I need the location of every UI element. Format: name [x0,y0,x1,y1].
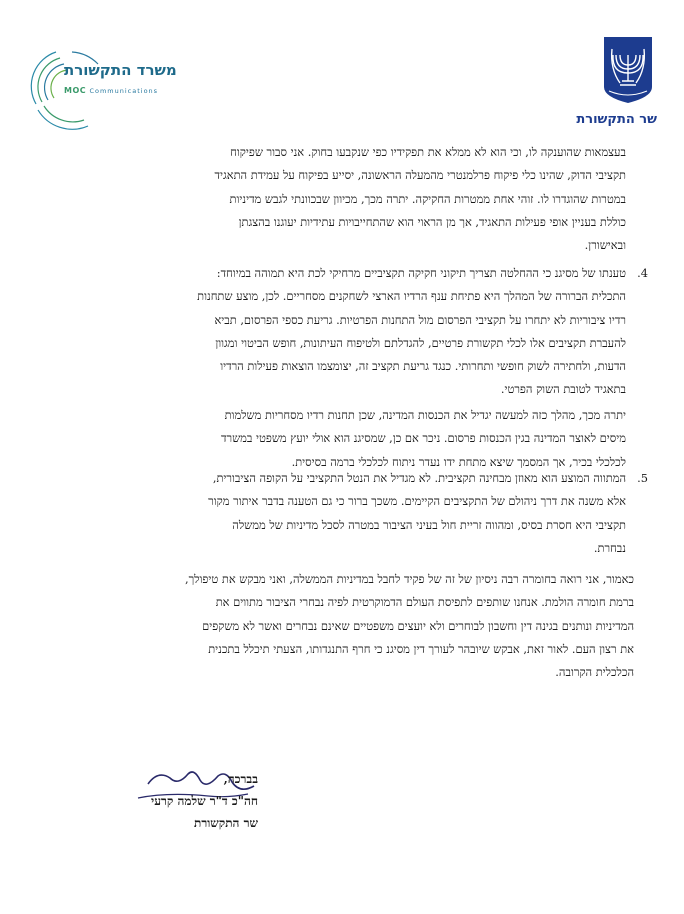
text-line: במטרות שהוגדרו לו. זוהי אחת ממטרות החקיקה. יתרה מכך, מכיוון שבכוונתי לגבש מדיניות [229,191,626,206]
text-line: המדיניות ונותנים בגינה דין וחשבון לבוחרים ולא יועצים משפטיים שאינם נבחרים ואשר לא משקפים [202,618,634,633]
text-line: הדעות, ולחתירה לשוק חופשי ותחרותי. כנגד גריעת תקציב זה, יצומצמו הוצאות פעילות הרדיו [220,359,626,374]
signer-name: חה"כ ד"ר שלמה קרעי [151,794,258,808]
moc-logo-english [64,86,158,95]
text-line: נבחרת. [593,540,626,555]
text-line: רדיו ציבוריות לא יתחרו על תקציבי הפרסום מול התחנות הפרטיות. גריעת כספי הפרסום, תביא [214,312,626,327]
state-emblem-menorah-icon [600,35,656,105]
item-number: 4. [637,266,648,280]
closing-greeting: בברכה, [223,772,258,786]
text-line: יתרה מכך, מהלך כזה למעשה יגדיל את הכנסות המדינה, שכן תחנות רדיו מסחריות משלמות [224,408,626,422]
moc-logo-abbrev: MOC [64,86,87,95]
text-line: ובאישורן. [584,238,626,253]
text-line: המתווה המוצע הוא מאוזן מבחינה תקציבית. לא מגדיל את הנטל התקציבי על הקופה הציבורית, [212,471,626,485]
text-line: ברמת חומרה הולמת. אנחנו שותפים לתפיסת העולם הדמוקרטית לפיה נבחרי הציבור מתווים את [215,595,634,610]
minister-title: שר התקשורת [576,112,657,127]
text-line: הכלכלית הקרובה. [555,665,634,680]
moc-logo-sub: Communications [89,87,159,95]
text-line: אלא משנה את דרך ניהולם של התקציבים הקיימים. משכך ברור כי גם הטענה בדבר איתור מקור [208,494,626,509]
item-5 [36,467,648,560]
item-4 [36,262,648,402]
text-line: להעברת תקציבים אלו לכלי תקשורת פרטיים, להגדלתם ולטיפוח העיתונות, חופש הביטוי ומגוון [215,335,626,350]
text-line: תקציבי היא חסרת בסיס, ומהווה זריית חול בעיני הציבור במטרה לסכל מדיניות של ממשלה [232,517,626,532]
continuation-paragraph [36,141,626,257]
text-line: טענתו של מסיגנ כי ההחלטה תצריך תיקוני חקיקה תקציביים מרחיקי לכת היא תמוהה במיוחד: [216,266,626,280]
closing-block [98,768,258,834]
text-line: לכלכלי בכיר, אך המסמך שיצא מתחת ידו נעדר ניתוח לכלכלי ברמה בסיסית. [291,454,626,469]
text-line: בעצמאות שהוענקה לו, וכי הוא לא ממלא את תפקידיו כפי שנקבעו בחוק. אני סבור שפיקוח [230,145,626,159]
text-line: את רצון העם. לאור זאת, אבקש שיובהר לעורך דין מסיגנ כי חרף התנגדותו, הצעתי תיכלל בתכנית [208,641,634,656]
text-line: מיסים לאוצר המדינה בגין הכנסות פרסום. ניכר אם כן, שמסיגנ הוא אולי יועץ משפטי במשרד [221,431,626,446]
moc-logo-hebrew: משרד התקשורת [64,61,177,79]
text-line: התכלית הברורה של המהלך היא פתיחת ענף הרדיו הארצי לשחקנים מסחריים. לכן, מוצע שתחנות [197,289,626,304]
text-line: בתאגיד לטובת השוק הפרטי. [500,382,626,397]
text-line: כאמור, אני רואה בחומרה רבה ניסיון של זה של פקיד לחבל במדיניות הממשלה, ואני מבקש את טיפולך, [184,572,634,586]
text-line: כוללת בעניין אופי פעילות התאגיד, אך מן הראוי הוא שהתחייבויות עתידיות יעוגנו בהצגתן [238,214,626,229]
final-paragraph [20,568,634,684]
item-4-continued [36,404,626,474]
item-number: 5. [637,471,648,485]
text-line: תקציבי הדוק, שהינו כלי פיקוח פרלמנטרי מהמעלה הראשונה, יסייע בפיקוח על עמידת התאגיד [214,168,626,183]
signer-title: שר התקשורת [194,816,258,830]
